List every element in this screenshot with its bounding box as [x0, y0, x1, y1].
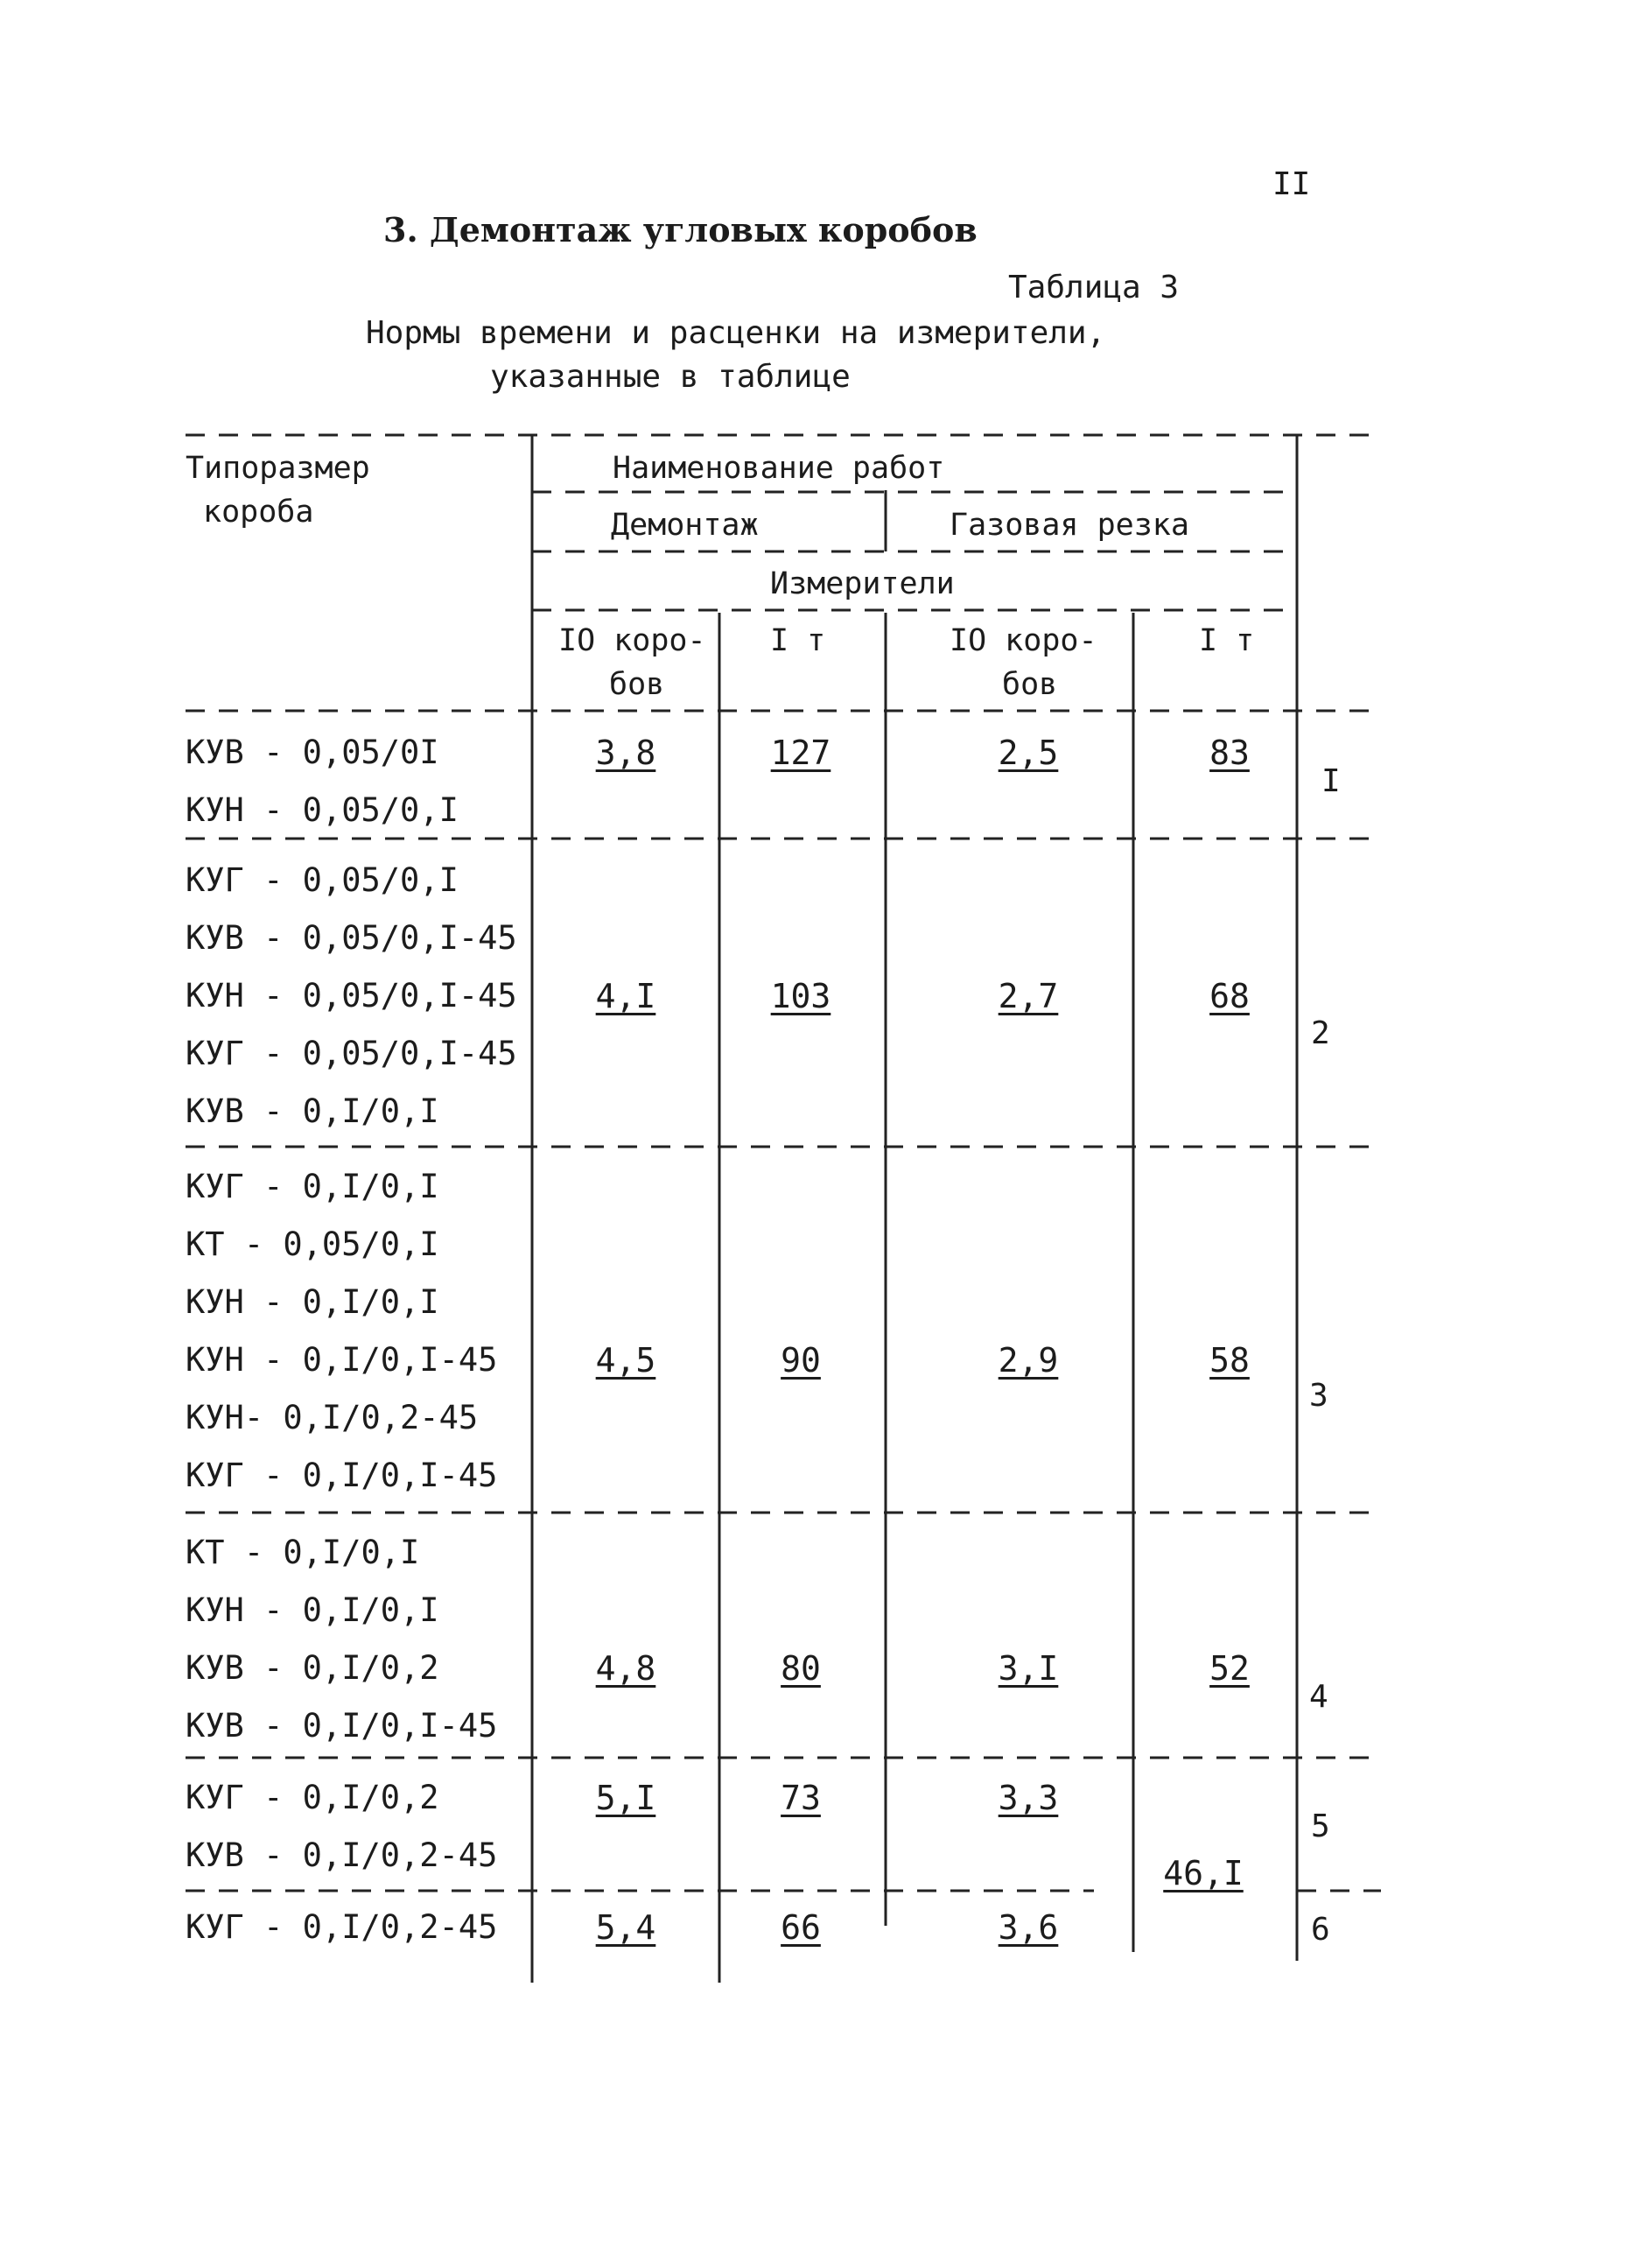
row-label: КУГ - 0,05/0,I	[186, 861, 459, 899]
header-col3-line2: бов	[1002, 667, 1058, 702]
value-dismantling-1t: 66	[781, 1908, 821, 1947]
value-gas-10-boxes: 2,7	[998, 977, 1059, 1015]
row-label: КУГ - 0,I/0,I	[186, 1168, 439, 1205]
header-dismantling: Демонтаж	[611, 508, 759, 543]
row-label: КУН- 0,I/0,2-45	[186, 1399, 479, 1436]
group-number: 4	[1309, 1679, 1328, 1715]
value-gas-10-boxes: 2,9	[998, 1341, 1059, 1380]
row-label: КУН - 0,05/0,I	[186, 791, 459, 829]
section-title: 3. Демонтаж угловых коробов	[383, 210, 978, 249]
value-gas-10-boxes: 2,5	[998, 734, 1059, 772]
value-dismantling-10-boxes: 5,I	[595, 1779, 656, 1817]
row-label: КТ - 0,05/0,I	[186, 1225, 439, 1263]
header-col4: I т	[1199, 623, 1255, 658]
row-label: КУГ - 0,I/0,I-45	[186, 1457, 498, 1494]
value-dismantling-10-boxes: 5,4	[595, 1908, 656, 1947]
value-dismantling-1t: 127	[770, 734, 831, 772]
row-label: КУВ - 0,I/0,2-45	[186, 1836, 498, 1874]
value-dismantling-1t: 103	[770, 977, 831, 1015]
value-dismantling-10-boxes: 4,I	[595, 977, 656, 1015]
table-label: Таблица 3	[1008, 270, 1180, 305]
value-dismantling-10-boxes: 4,5	[595, 1341, 656, 1380]
row-label: КТ - 0,I/0,I	[186, 1534, 420, 1571]
value-gas-1t: 52	[1209, 1649, 1250, 1688]
header-gas-cutting: Газовая резка	[950, 508, 1189, 543]
header-work-name: Наименование работ	[613, 451, 945, 486]
table-caption-line1: Нормы времени и расценки на измерители,	[366, 315, 1106, 351]
page-number: II	[1272, 166, 1311, 202]
header-measures: Измерители	[770, 566, 955, 601]
row-label: КУГ - 0,I/0,2-45	[186, 1908, 498, 1946]
row-label: КУВ - 0,05/0I	[186, 734, 439, 771]
row-label: КУН - 0,05/0,I-45	[186, 977, 517, 1015]
value-dismantling-10-boxes: 4,8	[595, 1649, 656, 1688]
group-number: 6	[1311, 1912, 1330, 1948]
table-caption-line2: указанные в таблице	[490, 359, 851, 395]
value-gas-10-boxes: 3,I	[998, 1649, 1059, 1688]
group-number: 3	[1309, 1378, 1328, 1414]
row-label: КУВ - 0,05/0,I-45	[186, 919, 517, 957]
row-label: КУГ - 0,05/0,I-45	[186, 1035, 517, 1072]
header-col3-line1: IO коро-	[950, 623, 1097, 658]
value-gas-10-boxes: 3,3	[998, 1779, 1059, 1817]
value-gas-1t: 68	[1209, 977, 1250, 1015]
header-col2: I т	[770, 623, 826, 658]
value-gas-1t: 83	[1209, 734, 1250, 772]
row-label: КУН - 0,I/0,I	[186, 1283, 439, 1321]
group-number: 2	[1311, 1015, 1330, 1051]
row-label: КУН - 0,I/0,I-45	[186, 1341, 498, 1379]
row-label: КУВ - 0,I/0,I-45	[186, 1707, 498, 1745]
value-dismantling-1t: 73	[781, 1779, 821, 1817]
row-label: КУГ - 0,I/0,2	[186, 1779, 439, 1816]
header-col1-line2: бов	[609, 667, 665, 702]
value-gas-1t: 58	[1209, 1341, 1250, 1380]
value-gas-1t: 46,I	[1163, 1854, 1244, 1892]
group-number: 5	[1311, 1808, 1330, 1844]
row-label: КУВ - 0,I/0,I	[186, 1092, 439, 1130]
value-dismantling-10-boxes: 3,8	[595, 734, 656, 772]
value-dismantling-1t: 90	[781, 1341, 821, 1380]
row-label: КУН - 0,I/0,I	[186, 1591, 439, 1629]
row-label: КУВ - 0,I/0,2	[186, 1649, 439, 1687]
group-number: I	[1321, 763, 1341, 799]
header-row-label-2: короба	[203, 495, 314, 530]
header-col1-line1: IO коро-	[558, 623, 706, 658]
value-dismantling-1t: 80	[781, 1649, 821, 1688]
header-row-label: Типоразмер	[186, 451, 370, 486]
value-gas-10-boxes: 3,6	[998, 1908, 1059, 1947]
